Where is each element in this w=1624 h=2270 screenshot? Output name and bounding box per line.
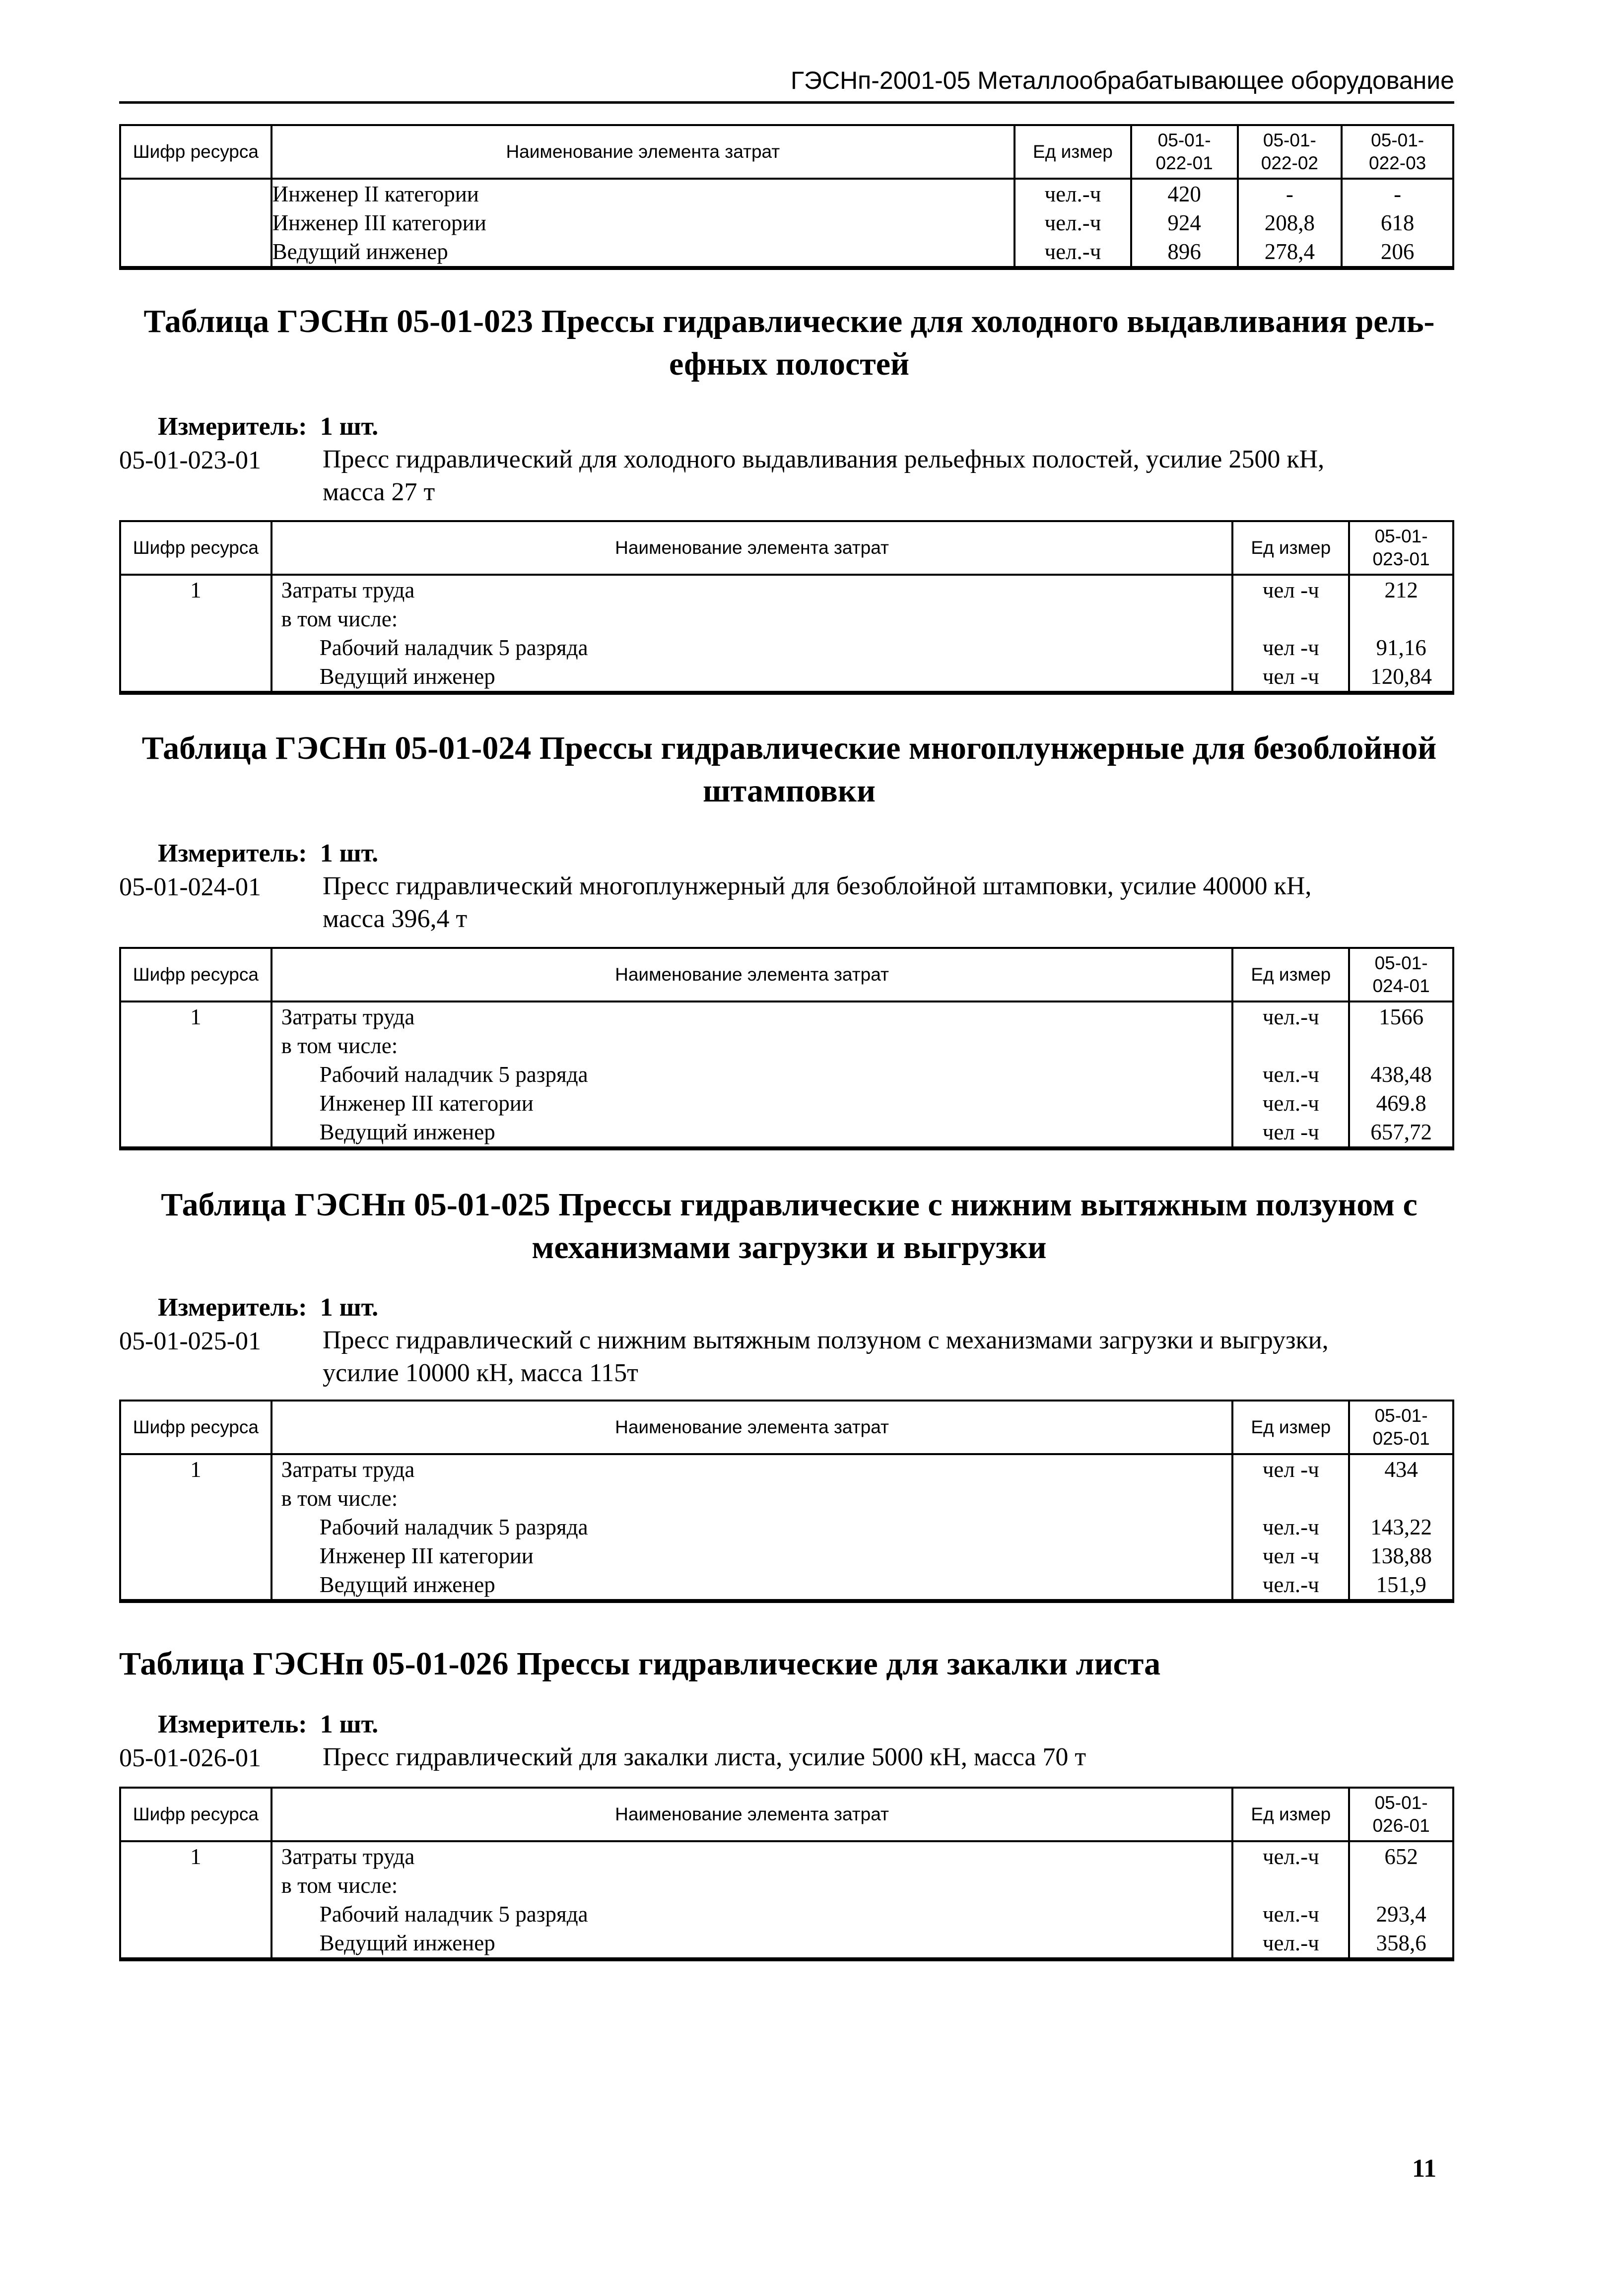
col-header-026-01: 05-01- 026-01 xyxy=(1349,1788,1453,1841)
meter-026: Измеритель: 1 шт. xyxy=(158,1710,379,1738)
table-05-01-023 xyxy=(119,520,1454,695)
col-header-name: Наименование элемента затрат xyxy=(271,1788,1233,1841)
col-header-name: Наименование элемента затрат xyxy=(271,125,1015,179)
col-header-name: Наименование элемента затрат xyxy=(271,521,1233,575)
col-header-022-01: 05-01- 022-01 xyxy=(1131,125,1238,179)
cost-units: чел.-ч чел.-ч чел.-ч xyxy=(1015,179,1131,267)
desc-023: Пресс гидравлический для холодного выдавливания рельефных полостей, усилие 2500 кН, масса 27 т xyxy=(323,445,1325,506)
col-header-023-01: 05-01- 023-01 xyxy=(1349,521,1453,575)
col-header-code: Шифр ресурса xyxy=(120,948,271,1001)
header-text: ГЭСНп-2001-05 Металлообрабатывающее оборудование xyxy=(790,67,1454,94)
section-title-023: Таблица ГЭСНп 05-01-023 Прессы гидравлические для холодного выдавливания рель- ефных полостей xyxy=(143,303,1435,382)
values-022-01: 420 924 896 xyxy=(1131,179,1238,267)
col-header-025-01: 05-01- 025-01 xyxy=(1349,1401,1453,1454)
cost-names: Затраты труда в том числе: Рабочий наладчик 5 разряда Инженер III категории Ведущий инженер xyxy=(271,1001,1233,1147)
col-header-code: Шифр ресурса xyxy=(120,1401,271,1454)
values-022-02: - 208,8 278,4 xyxy=(1238,179,1342,267)
section-title-026: Таблица ГЭСНп 05-01-026 Прессы гидравлические для закалки листа xyxy=(119,1646,1161,1682)
col-header-022-02: 05-01- 022-02 xyxy=(1238,125,1342,179)
meter-024: Измеритель: 1 шт. xyxy=(158,839,379,868)
resource-code: 1 xyxy=(120,1001,271,1147)
col-header-name: Наименование элемента затрат xyxy=(271,948,1233,1001)
cost-units: чел -ч чел.-ч чел -ч чел.-ч xyxy=(1232,1454,1349,1600)
resource-code-cell xyxy=(120,179,271,267)
table-05-01-024 xyxy=(119,947,1454,1150)
resource-code: 1 xyxy=(120,575,271,692)
col-header-022-03: 05-01- 022-03 xyxy=(1342,125,1453,179)
section-title-025: Таблица ГЭСНп 05-01-025 Прессы гидравлические с нижним вытяжным ползуном с механизмами загрузки и выгрузки xyxy=(161,1187,1418,1266)
col-header-024-01: 05-01- 024-01 xyxy=(1349,948,1453,1001)
desc-026: Пресс гидравлический для закалки листа, усилие 5000 кН, масса 70 т xyxy=(323,1743,1086,1771)
section-title-024: Таблица ГЭСНп 05-01-024 Прессы гидравлические многоплунжерные для безоблойной штамповки xyxy=(141,730,1437,809)
cost-values: 434 143,22 138,88 151,9 xyxy=(1349,1454,1453,1600)
col-header-unit: Ед измер xyxy=(1232,948,1349,1001)
cost-names: Затраты труда в том числе: Рабочий наладчик 5 разряда Инженер III категории Ведущий инженер xyxy=(271,1454,1233,1600)
page-number: 11 xyxy=(1412,2154,1437,2183)
code-024: 05-01-024-01 xyxy=(119,873,261,901)
meter-025: Измеритель: 1 шт. xyxy=(158,1293,379,1322)
running-header xyxy=(119,60,1454,104)
table-05-01-026 xyxy=(119,1787,1454,1961)
cost-units: чел.-ч чел.-ч чел.-ч чел -ч xyxy=(1232,1001,1349,1147)
resource-code: 1 xyxy=(120,1454,271,1600)
table-05-01-022-continuation xyxy=(119,124,1454,270)
desc-024: Пресс гидравлический многоплунжерный для безоблойной штамповки, усилие 40000 кН, масса 396,4 т xyxy=(323,872,1312,933)
col-header-name: Наименование элемента затрат xyxy=(271,1401,1233,1454)
cost-names: Затраты труда в том числе: Рабочий наладчик 5 разряда Ведущий инженер xyxy=(271,1841,1233,1958)
code-025: 05-01-025-01 xyxy=(119,1327,261,1355)
col-header-unit: Ед измер xyxy=(1015,125,1131,179)
code-023: 05-01-023-01 xyxy=(119,446,261,474)
cost-values: 1566 438,48 469.8 657,72 xyxy=(1349,1001,1453,1147)
desc-025: Пресс гидравлический с нижним вытяжным ползуном с механизмами загрузки и выгрузки, усилие 10000 кН, масса 115т xyxy=(323,1326,1329,1387)
table-05-01-025 xyxy=(119,1400,1454,1603)
col-header-unit: Ед измер xyxy=(1232,521,1349,575)
meter-023: Измеритель: 1 шт. xyxy=(158,412,379,441)
cost-names: Затраты труда в том числе: Рабочий наладчик 5 разряда Ведущий инженер xyxy=(271,575,1233,692)
col-header-unit: Ед измер xyxy=(1232,1401,1349,1454)
cost-values: 652 293,4 358,6 xyxy=(1349,1841,1453,1958)
values-022-03: - 618 206 xyxy=(1342,179,1453,267)
col-header-code: Шифр ресурса xyxy=(120,125,271,179)
resource-code: 1 xyxy=(120,1841,271,1958)
cost-units: чел.-ч чел.-ч чел.-ч xyxy=(1232,1841,1349,1958)
col-header-code: Шифр ресурса xyxy=(120,1788,271,1841)
cost-names: Инженер II категории Инженер III категории Ведущий инженер xyxy=(271,179,1015,267)
col-header-code: Шифр ресурса xyxy=(120,521,271,575)
col-header-unit: Ед измер xyxy=(1232,1788,1349,1841)
cost-units: чел -ч чел -ч чел -ч xyxy=(1232,575,1349,692)
cost-values: 212 91,16 120,84 xyxy=(1349,575,1453,692)
code-026: 05-01-026-01 xyxy=(119,1744,261,1772)
